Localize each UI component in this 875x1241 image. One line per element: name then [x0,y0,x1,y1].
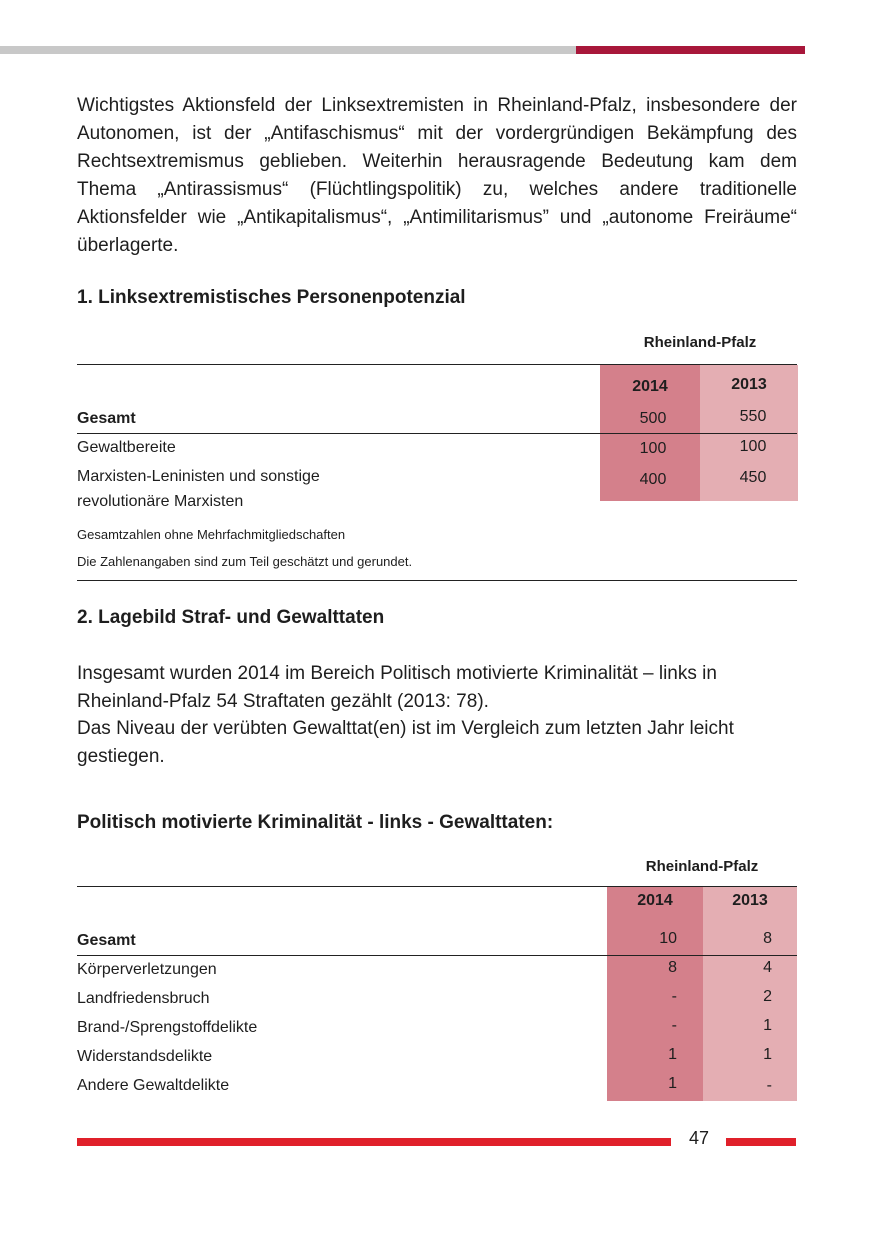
table1-year-2013: 2013 [731,376,767,393]
table2-row-2014: 1 [668,1046,677,1063]
intro-paragraph: Wichtigstes Aktionsfeld der Linksextremisten in Rheinland-Pfalz, insbesondere der Autonomen, ist der „Antifaschismus“ mit der vordergründigen Bekämpfung des Rechtsextremismus geblieben. Weiterhin herausragende Bedeutung kam dem Thema „Antirassismus“ (Flüchtlingspolitik) zu, welches andere traditionelle Aktionsfelder wie „Antikapitalismus“, „Antimilitarismus” und „autonome Freiräume“ überlagerte. [77,95,797,256]
table2-row-2013: - [766,1077,772,1094]
table2-region: Rheinland-Pfalz [645,858,759,875]
table2-total-rule [77,955,797,956]
table1-row-2014: 400 [639,471,667,488]
table2-row-2013: 4 [763,959,772,976]
top-rule-gray [0,46,576,54]
table1-row-2014: 100 [639,440,667,457]
table1-region: Rheinland-Pfalz [643,334,757,351]
section3-heading: Politisch motivierte Kriminalität - links - Gewalttaten: [77,812,554,833]
table1-row-label: Marxisten-Leninisten und sonstige [77,468,320,485]
table2-total-label: Gesamt [77,932,136,949]
table2-total-2013: 8 [763,930,772,947]
table1-row-label: Gewaltbereite [77,439,176,456]
table1-note: Die Zahlenangaben sind zum Teil geschätzt und gerundet. [77,554,413,569]
table2-total-2014: 10 [659,930,677,947]
footer-rule-right [726,1138,796,1146]
footer-rule-left [77,1138,671,1146]
top-rule-red [576,46,805,54]
table1-row-2013: 450 [739,469,767,486]
table2-row-label: Andere Gewaltdelikte [77,1077,230,1094]
table1-bottom-rule [77,580,797,581]
section2-heading: 2. Lagebild Straf- und Gewalttaten [77,607,385,628]
table1-total-2013: 550 [739,408,767,425]
table1-total-label: Gesamt [77,410,136,427]
table2-row-2013: 2 [763,988,772,1005]
table2-row-2013: 1 [763,1017,772,1034]
table1-year-2014: 2014 [632,378,668,395]
table2-row-label: Brand-/Sprengstoffdelikte [77,1019,258,1036]
table2-row-label: Landfriedensbruch [77,990,210,1007]
table2-year-2014: 2014 [637,892,673,909]
table2-year-2013: 2013 [732,892,768,909]
table2-row-label: Körperverletzungen [77,961,217,978]
table1-row-label-cont: revolutionäre Marxisten [77,493,244,510]
table1-total-2014: 500 [639,410,667,427]
table2-row-2014: 8 [668,959,677,976]
table2-row-2014: - [671,1017,677,1034]
table2-row-2014: 1 [668,1075,677,1092]
table1-note: Gesamtzahlen ohne Mehrfachmitgliedschaften [77,527,346,542]
section2-paragraph: Das Niveau der verübten Gewalttat(en) ist im Vergleich zum letzten Jahr leicht gestiegen. [77,718,734,767]
table2-row-2013: 1 [763,1046,772,1063]
table1-row-2013: 100 [739,438,767,455]
section1-heading: 1. Linksextremistisches Personenpotenzial [77,287,466,308]
section2-paragraph: Insgesamt wurden 2014 im Bereich Politisch motivierte Kriminalität – links in Rheinland-Pfalz 54 Straftaten gezählt (2013: 78). [77,663,717,712]
page-number: 47 [688,1128,710,1148]
table2-row-2014: - [671,988,677,1005]
table1-total-rule [77,433,797,434]
table2-row-label: Widerstandsdelikte [77,1048,213,1065]
